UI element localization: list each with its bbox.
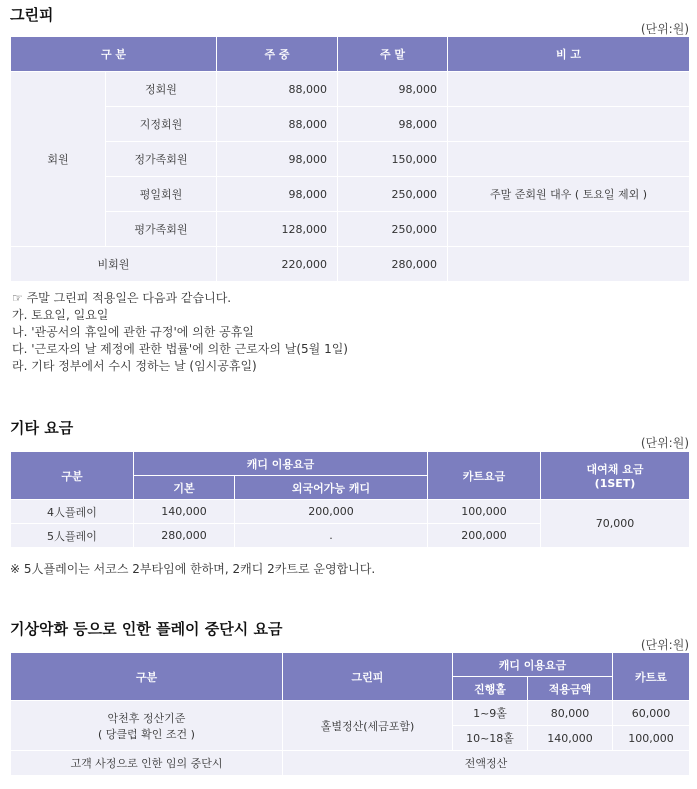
- weekday-fee: 98,000: [217, 142, 338, 177]
- remark-cell: [448, 212, 690, 247]
- other-header-rental: [541, 452, 690, 500]
- weather-type-cell: [11, 701, 283, 751]
- weather-header-amount: 적용금액: [528, 677, 613, 701]
- note-line: ☞ 주말 그린피 적용일은 다음과 같습니다.: [12, 291, 232, 305]
- greenfee-table: [10, 36, 690, 282]
- caddie-foreign-fee: .: [235, 524, 428, 548]
- note-line: 가. 토요일, 일요일: [12, 308, 109, 322]
- other-header-type: 구분: [11, 452, 134, 500]
- weather-green-cell: 홀별정산(세금포함): [283, 701, 453, 751]
- weekday-fee: 128,000: [217, 212, 338, 247]
- cart-fee: 100,000: [428, 500, 541, 524]
- weekday-fee: 220,000: [217, 247, 338, 282]
- weather-type-cell: 고객 사정으로 인한 임의 중단시: [11, 751, 283, 776]
- hole-cart: 60,000: [613, 701, 690, 726]
- weather-header-type: 구분: [11, 653, 283, 701]
- full-settlement-cell: 전액정산: [283, 751, 690, 776]
- other-footnote: ※ 5人플레이는 서코스 2부타임에 한하며, 2캐디 2카트로 운영합니다.: [10, 562, 376, 576]
- hole-amount: 140,000: [528, 726, 613, 751]
- weather-header-green: 그린피: [283, 653, 453, 701]
- rental-label: 대여채 요금: [586, 463, 644, 476]
- note-line: 라. 기타 정부에서 수시 정하는 날 (임시공휴일): [12, 359, 257, 373]
- other-header-caddie: 캐디 이용요금: [134, 452, 428, 476]
- hole-range: 1~9홀: [453, 701, 528, 726]
- caddie-basic-fee: 280,000: [134, 524, 235, 548]
- note-line: 다. '근로자의 날 제정에 관한 법률'에 의한 근로자의 날(5월 1일): [12, 342, 348, 356]
- member-type: 지정회원: [106, 107, 217, 142]
- weekend-fee: 98,000: [338, 107, 448, 142]
- weather-title: 기상악화 등으로 인한 플레이 중단시 요금: [10, 620, 283, 638]
- other-header-cart: 카트요금: [428, 452, 541, 500]
- member-type: 평가족회원: [106, 212, 217, 247]
- other-header-basic: 기본: [134, 476, 235, 500]
- caddie-foreign-fee: 200,000: [235, 500, 428, 524]
- weather-header-progress: 진행홀: [453, 677, 528, 701]
- hole-amount: 80,000: [528, 701, 613, 726]
- greenfee-header-type: 구 분: [11, 37, 217, 72]
- weekend-fee: 250,000: [338, 177, 448, 212]
- greenfee-header-weekend: 주 말: [338, 37, 448, 72]
- play-type: 4人플레이: [11, 500, 134, 524]
- weekday-fee: 88,000: [217, 107, 338, 142]
- weather-unit: (단위:원): [640, 638, 689, 652]
- hole-range: 10~18홀: [453, 726, 528, 751]
- nonmember-type: 비회원: [11, 247, 217, 282]
- greenfee-header-remark: 비 고: [448, 37, 690, 72]
- greenfee-notes: [12, 290, 348, 375]
- weather-type-line: ( 당클럽 확인 조건 ): [98, 727, 195, 741]
- remark-cell: [448, 107, 690, 142]
- other-header-foreign: 외국어가능 캐디: [235, 476, 428, 500]
- greenfee-header-weekday: 주 중: [217, 37, 338, 72]
- weekday-fee: 88,000: [217, 72, 338, 107]
- weather-fee-table: [10, 652, 690, 776]
- note-line: 나. '관공서의 휴일에 관한 규정'에 의한 공휴일: [12, 325, 254, 339]
- hole-cart: 100,000: [613, 726, 690, 751]
- weekday-fee: 98,000: [217, 177, 338, 212]
- weekend-fee: 280,000: [338, 247, 448, 282]
- weekend-fee: 250,000: [338, 212, 448, 247]
- weather-header-cart: 카트료: [613, 653, 690, 701]
- rental-sub-label: (1SET): [594, 477, 636, 490]
- weekend-fee: 150,000: [338, 142, 448, 177]
- remark-cell: [448, 142, 690, 177]
- weekend-fee: 98,000: [338, 72, 448, 107]
- caddie-basic-fee: 140,000: [134, 500, 235, 524]
- rental-fee: 70,000: [541, 500, 690, 548]
- cart-fee: 200,000: [428, 524, 541, 548]
- member-type: 평일회원: [106, 177, 217, 212]
- weather-type-line: 악천후 정산기준: [107, 711, 186, 725]
- other-title: 기타 요금: [10, 419, 74, 437]
- remark-cell: 주말 준회원 대우 ( 토요일 제외 ): [448, 177, 690, 212]
- remark-cell: [448, 247, 690, 282]
- weather-header-caddie: 캐디 이용요금: [453, 653, 613, 677]
- member-type: 정가족회원: [106, 142, 217, 177]
- member-group-label: 회원: [11, 72, 106, 247]
- greenfee-unit: (단위:원): [640, 22, 689, 36]
- play-type: 5人플레이: [11, 524, 134, 548]
- member-type: 정회원: [106, 72, 217, 107]
- greenfee-title: 그린피: [10, 6, 54, 24]
- remark-cell: [448, 72, 690, 107]
- other-unit: (단위:원): [640, 436, 689, 450]
- other-fee-table: [10, 451, 690, 548]
